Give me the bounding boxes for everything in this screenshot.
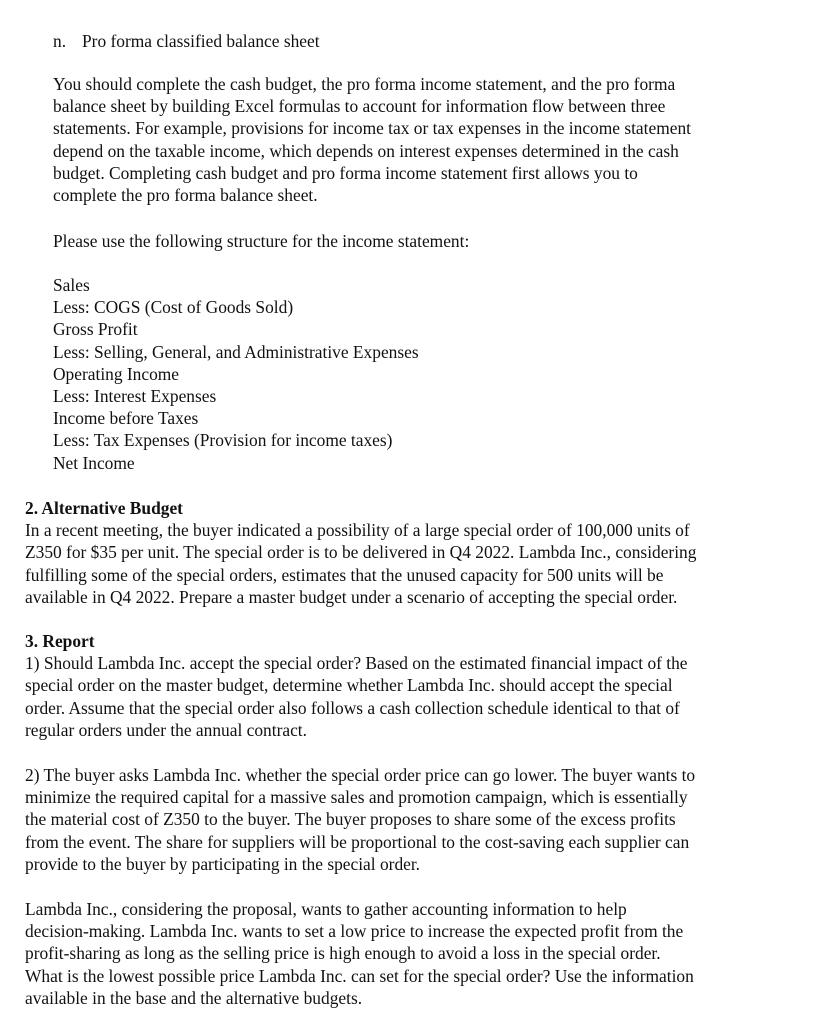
question-2-paragraph <box>25 764 695 875</box>
intro-line: complete the pro forma balance sheet. <box>53 185 318 206</box>
structure-item: Less: Tax Expenses (Provision for income taxes) <box>53 430 393 451</box>
item-n-heading <box>53 30 320 52</box>
structure-item: Less: Interest Expenses <box>53 386 217 407</box>
section-line: fulfilling some of the special orders, estimates that the unused capacity for 500 units will be <box>25 564 664 585</box>
intro-line: You should complete the cash budget, the pro forma income statement, and the pro forma <box>53 74 676 94</box>
question-2-followup-line: decision-making. Lambda Inc. wants to set a low price to increase the expected profit from the <box>25 921 684 942</box>
structure-item: Income before Taxes <box>53 408 199 429</box>
question-1-line: 1) Should Lambda Inc. accept the special order? Based on the estimated financial impact of the <box>25 653 688 674</box>
question-1-line: order. Assume that the special order also follows a cash collection schedule identical to that of <box>25 697 680 718</box>
section-alternative-budget <box>25 497 696 608</box>
structure-item: Gross Profit <box>53 319 138 340</box>
question-1-line: regular orders under the annual contract. <box>25 719 307 740</box>
structure-item: Net Income <box>53 452 135 473</box>
question-2-line: 2) The buyer asks Lambda Inc. whether the special order price can go lower. The buyer wants to <box>25 765 696 785</box>
question-2-followup-line: Lambda Inc., considering the proposal, wants to gather accounting information to help <box>25 899 627 919</box>
income-statement-structure-list <box>53 274 419 474</box>
question-2-line: minimize the required capital for a massive sales and promotion campaign, which is essentially <box>25 787 688 808</box>
section-heading: 3. Report <box>25 631 95 651</box>
question-2-followup-line: What is the lowest possible price Lambda Inc. can set for the special order? Use the information <box>25 965 694 986</box>
intro-paragraph <box>53 73 691 206</box>
question-2-followup-paragraph <box>25 898 694 1009</box>
structure-intro: Please use the following structure for the income statement: <box>53 231 470 251</box>
intro-line: depend on the taxable income, which depends on interest expenses determined in the cash <box>53 140 679 161</box>
structure-item: Operating Income <box>53 363 180 384</box>
question-2-followup-line: available in the base and the alternative budgets. <box>25 987 363 1008</box>
question-2-followup-line: profit-sharing as long as the selling price is high enough to avoid a loss in the special order. <box>25 943 661 964</box>
section-heading: 2. Alternative Budget <box>25 498 183 518</box>
intro-line: statements. For example, provisions for income tax or tax expenses in the income statement <box>53 118 691 139</box>
intro-line: budget. Completing cash budget and pro forma income statement first allows you to <box>53 162 638 183</box>
item-n-title: Pro forma classified balance sheet <box>82 31 320 51</box>
section-line: available in Q4 2022. Prepare a master budget under a scenario of accepting the special order. <box>25 586 678 607</box>
question-2-line: from the event. The share for suppliers will be proportional to the cost-saving each supplier can <box>25 831 690 852</box>
structure-item: Less: COGS (Cost of Goods Sold) <box>53 297 294 318</box>
section-line: Z350 for $35 per unit. The special order is to be delivered in Q4 2022. Lambda Inc., considering <box>25 542 697 563</box>
question-1-line: special order on the master budget, determine whether Lambda Inc. should accept the special <box>25 675 673 696</box>
section-line: In a recent meeting, the buyer indicated a possibility of a large special order of 100,000 units of <box>25 520 690 541</box>
structure-item: Sales <box>53 275 90 295</box>
section-report <box>25 630 688 741</box>
structure-item: Less: Selling, General, and Administrative Expenses <box>53 341 419 362</box>
question-2-line: the material cost of Z350 to the buyer. The buyer proposes to share some of the excess profits <box>25 809 676 830</box>
question-2-line: provide to the buyer by participating in the special order. <box>25 853 421 874</box>
item-n-letter: n. <box>53 31 67 51</box>
intro-line: balance sheet by building Excel formulas to account for information flow between three <box>53 96 666 117</box>
